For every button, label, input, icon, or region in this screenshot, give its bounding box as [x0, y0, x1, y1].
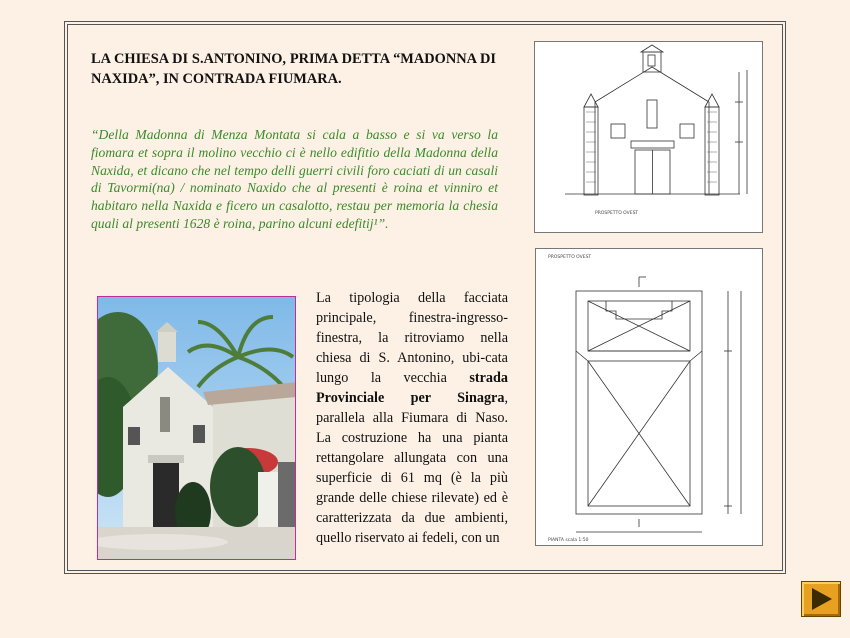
- description-part-2: , parallela alla Fiumara di Naso. La costruzione ha una pianta rettangolare allungata con una superficie di 61 mq (è la più grande delle chiese rilevate) ed è caratterizzata da due ambienti, quello riservato ai fedeli, con un: [316, 390, 508, 546]
- description-text: [316, 288, 508, 548]
- historical-quote: “Della Madonna di Menza Montata si cala a basso e si va verso la fiomara et sopra il molino vecchio ci è nello edifitio della Madonna della Naxida, et dicano che nel tempo delli guerri civili foro caciati di un casali di Tavormi(na) / nominato Naxido che al presenti è roina et vinniro et habitaro nella Naxida e ficero un casalotto, restau per memoria la chesia quali al presenti 1628 è roina, parino alcuni edefitij¹”.: [91, 127, 498, 231]
- church-photo: [97, 296, 296, 560]
- elevation-drawing-image: [535, 42, 762, 232]
- floor-plan-image: [536, 249, 762, 545]
- elevation-drawing: [534, 41, 763, 233]
- floor-plan-drawing: [535, 248, 763, 546]
- plan-caption-bottom: PIANTA scala 1:50: [548, 538, 589, 543]
- next-slide-button[interactable]: [801, 581, 841, 617]
- page-title: LA CHIESA DI S.ANTONINO, PRIMA DETTA “MADONNA DI NAXIDA”, IN CONTRADA FIUMARA.: [91, 51, 496, 87]
- plan-caption-top: PROSPETTO OVEST: [548, 255, 592, 260]
- church-photo-image: [98, 297, 296, 560]
- description-road-name: strada Provinciale per Sinagra: [316, 370, 508, 406]
- play-triangle-icon: [802, 582, 840, 616]
- description-part-1: La tipologia della facciata principale, finestra-ingresso-finestra, la ritroviamo nella chiesa di S. Antonino, ubi-cata lungo la vecchia: [316, 290, 508, 386]
- elevation-caption: PROSPETTO OVEST: [595, 211, 639, 216]
